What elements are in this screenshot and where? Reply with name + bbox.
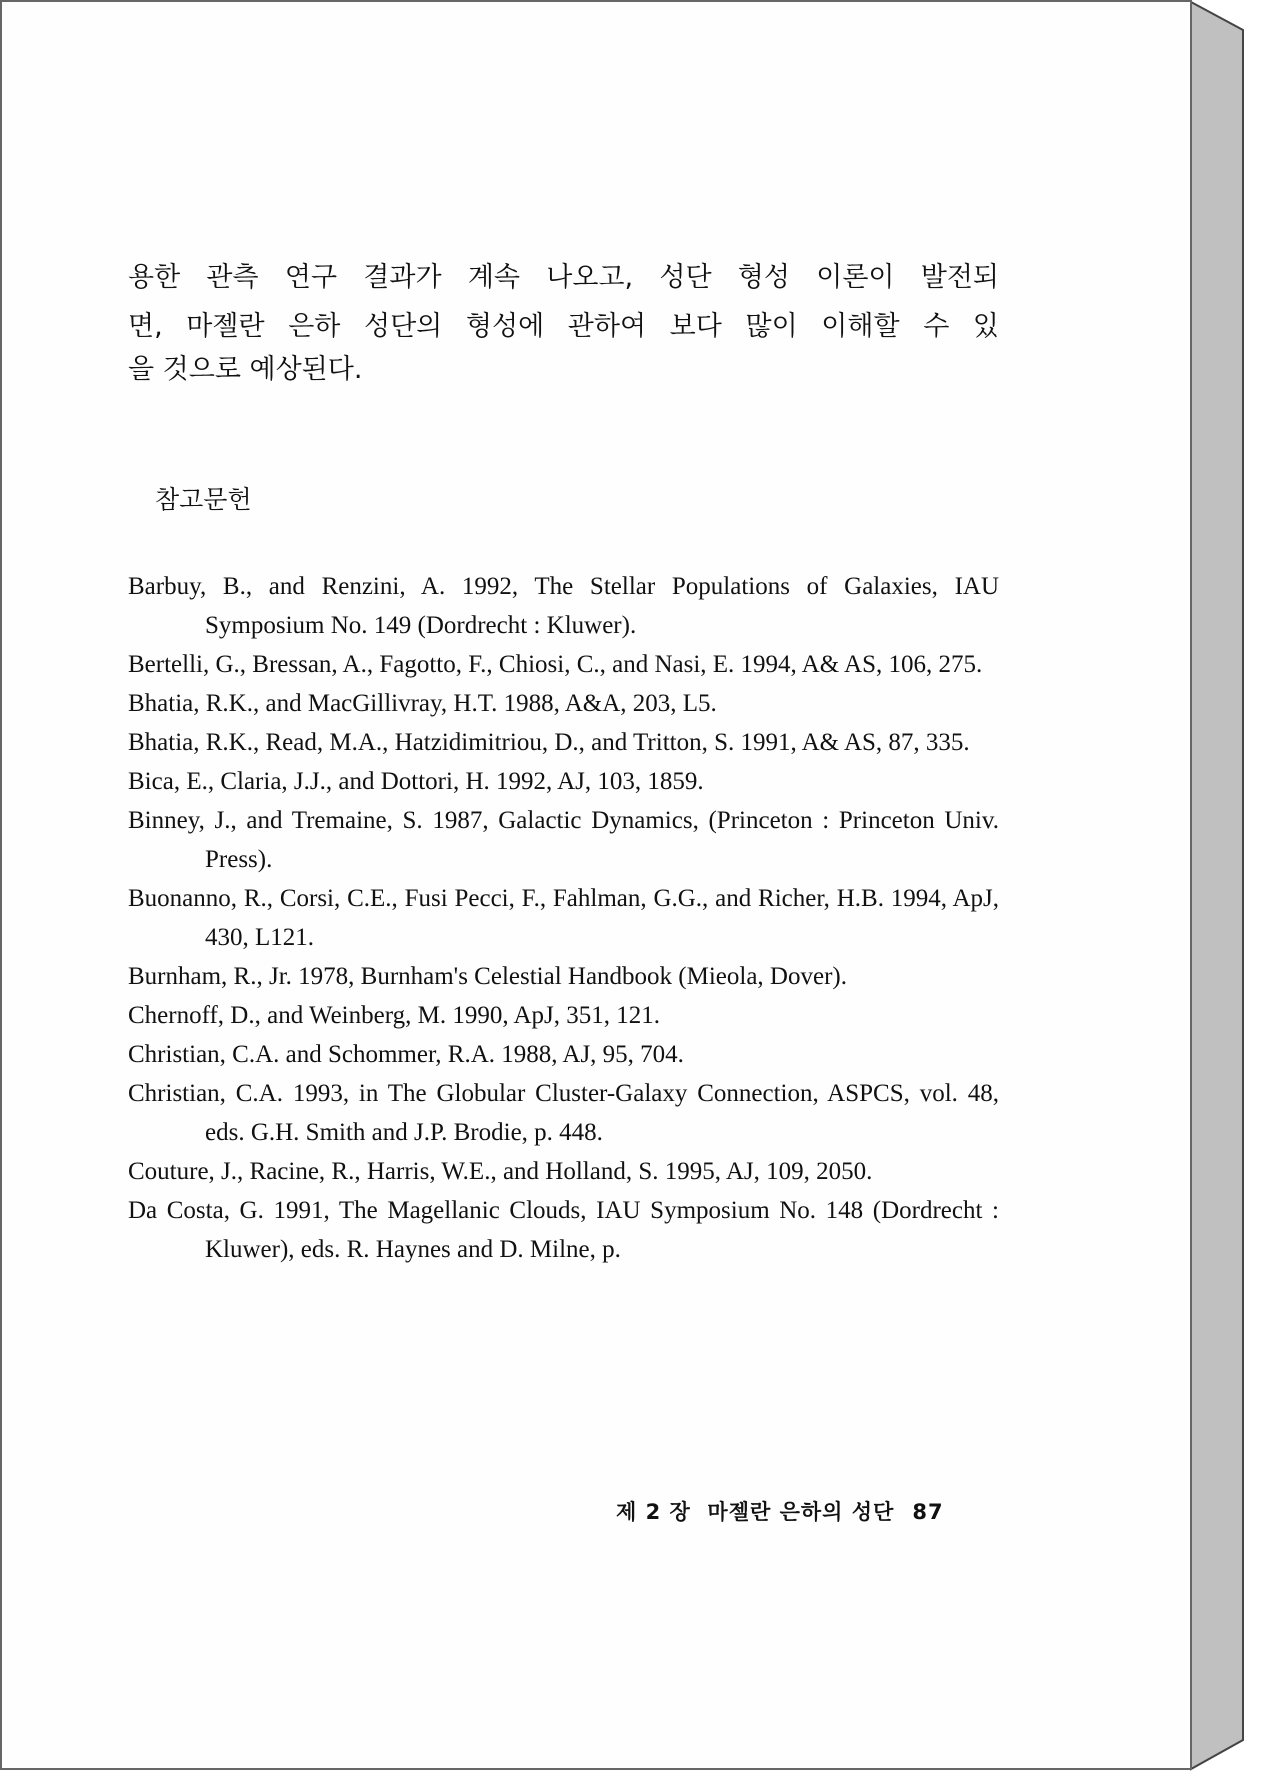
reference-item: Buonanno, R., Corsi, C.E., Fusi Pecci, F., Fahlman, G.G., and Richer, H.B. 1994, ApJ, 430, L121.: [128, 885, 999, 951]
reference-item: Bhatia, R.K., and MacGillivray, H.T. 1988, A&A, 203, L5.: [128, 690, 717, 717]
reference-item: Da Costa, G. 1991, The Magellanic Clouds, IAU Symposium No. 148 (Dordrecht : Kluwer), eds. R. Haynes and D. Milne, p.: [128, 1197, 999, 1263]
chapter-title: 제 2 장 마젤란 은하의 성단: [616, 1500, 895, 1524]
reference-item: Christian, C.A. and Schommer, R.A. 1988, AJ, 95, 704.: [128, 1041, 684, 1068]
page-footer: [616, 1496, 944, 1526]
references-heading: 참고문헌: [155, 485, 252, 514]
reference-list: [128, 567, 999, 1269]
reference-item: Christian, C.A. 1993, in The Globular Cluster-Galaxy Connection, ASPCS, vol. 48, eds. G.H. Smith and J.P. Brodie, p. 448.: [128, 1080, 999, 1146]
reference-item: Barbuy, B., and Renzini, A. 1992, The Stellar Populations of Galaxies, IAU Symposium No. 149 (Dordrecht : Kluwer).: [128, 573, 999, 639]
reference-item: Bertelli, G., Bressan, A., Fagotto, F., Chiosi, C., and Nasi, E. 1994, A& AS, 106, 275.: [128, 651, 983, 678]
reference-item: Couture, J., Racine, R., Harris, W.E., and Holland, S. 1995, AJ, 109, 2050.: [128, 1158, 873, 1185]
reference-item: Chernoff, D., and Weinberg, M. 1990, ApJ, 351, 121.: [128, 1002, 660, 1029]
reference-item: Bica, E., Claria, J.J., and Dottori, H. 1992, AJ, 103, 1859.: [128, 768, 704, 795]
reference-item: Binney, J., and Tremaine, S. 1987, Galactic Dynamics, (Princeton : Princeton Univ. Press).: [128, 807, 999, 873]
body-text-line: 을 것으로 예상된다.: [128, 354, 363, 385]
body-text-line: 면, 마젤란 은하 성단의 형성에 관하여 보다 많이 이해할 수 있: [128, 311, 999, 342]
reference-item: Bhatia, R.K., Read, M.A., Hatzidimitriou, D., and Tritton, S. 1991, A& AS, 87, 335.: [128, 729, 970, 756]
page-number: 87: [912, 1500, 944, 1524]
body-text-line: 용한 관측 연구 결과가 계속 나오고, 성단 형성 이론이 발전되: [128, 262, 999, 293]
reference-item: Burnham, R., Jr. 1978, Burnham's Celestial Handbook (Mieola, Dover).: [128, 963, 847, 990]
